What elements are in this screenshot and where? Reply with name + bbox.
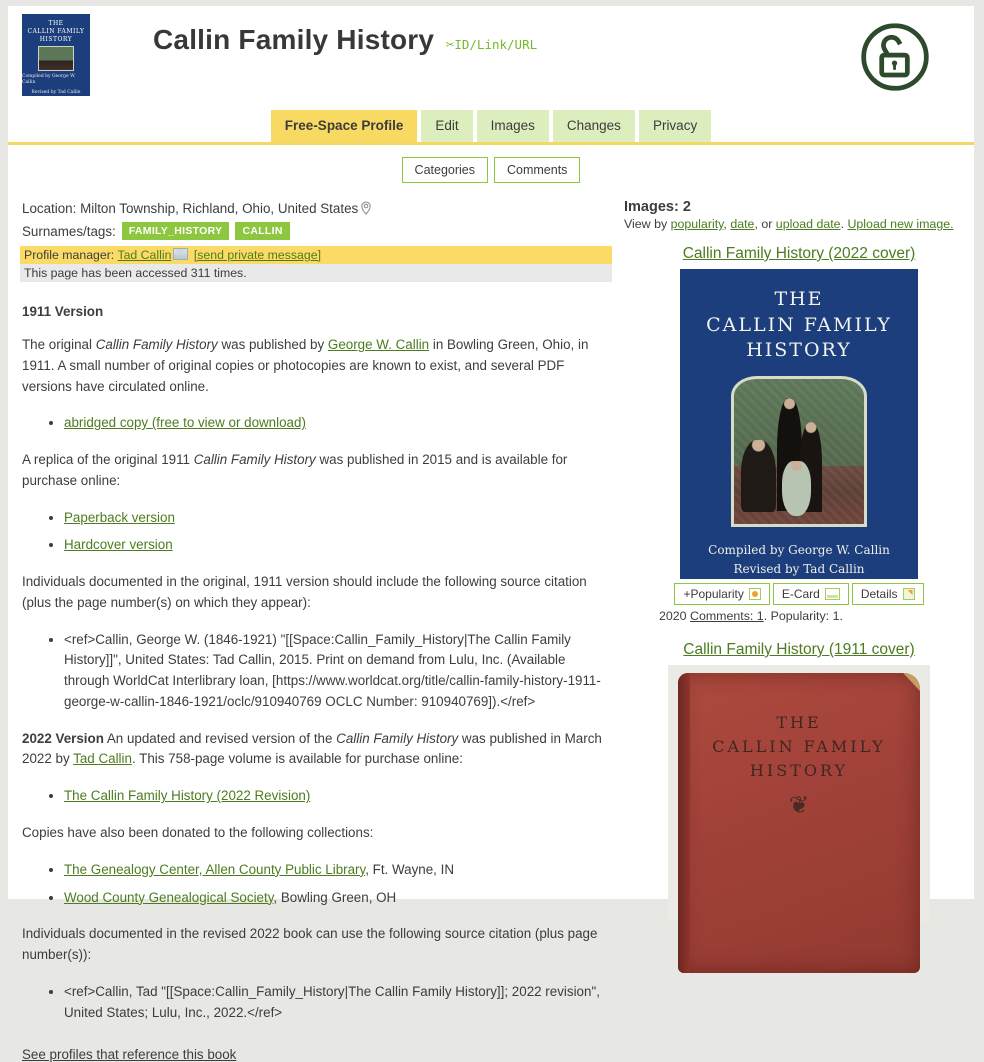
text-segment: , or — [754, 217, 776, 231]
image-button-row — [649, 583, 949, 605]
images-count-header: Images: 2 — [624, 199, 691, 215]
tab-bar — [8, 108, 974, 145]
popularity-icon — [749, 588, 761, 600]
text-segment: A replica of the original 1911 — [22, 452, 194, 468]
ecard-button[interactable] — [773, 583, 849, 605]
text-segment: . This 758-page volume is available for purchase online: — [131, 751, 463, 767]
image-2022-title-link[interactable]: Callin Family History (2022 cover) — [682, 245, 916, 262]
text-segment: Callin Family History — [95, 337, 218, 352]
cover-title-line: CALLIN FAMILY — [712, 737, 886, 756]
text-segment: . Popularity: 1. — [763, 609, 843, 623]
sub-button-row — [8, 157, 974, 183]
surnames-label: Surnames/tags: — [22, 223, 116, 239]
book-1911 — [678, 673, 920, 973]
images-sidebar — [612, 197, 974, 1062]
text-segment: . — [840, 217, 848, 231]
paragraph — [22, 335, 612, 397]
cover-title-line: THE — [774, 288, 824, 310]
text-segment: was published in 2015 and is available for purchase online: — [22, 452, 568, 488]
photo-figure — [741, 440, 776, 512]
envelope-icon[interactable] — [173, 248, 188, 260]
thumb-caption: Compiled by George W. Callin — [22, 74, 76, 86]
link-list — [20, 508, 612, 557]
cover-title-line: THE — [776, 713, 822, 732]
text-segment: The original — [22, 337, 96, 352]
location-label: Location: — [22, 201, 77, 216]
paragraph: Individuals documented in the original, 1911 version should include the following source citation (plus the page number(s) on which they appear): — [22, 574, 587, 610]
ecard-icon — [825, 588, 840, 600]
text-segment: <ref>Callin, Tad "[[Space:Callin_Family_History|The Callin Family History]]; 2022 revision", United States; Lulu, Inc., 2022.</ref> — [64, 983, 600, 1020]
tab-images[interactable]: Images — [477, 110, 549, 142]
profile-thumbnail-image[interactable] — [22, 14, 90, 96]
citation-item — [64, 982, 612, 1024]
surnames-line — [22, 222, 612, 240]
thumb-title-line: HISTORY — [39, 35, 73, 43]
profile-main-column — [20, 197, 612, 1062]
list-item — [64, 860, 612, 881]
inline-link[interactable]: Upload new image. — [847, 217, 954, 231]
tab-privacy[interactable]: Privacy — [639, 110, 711, 142]
text-segment: , Ft. Wayne, IN — [365, 861, 455, 877]
location-value: Milton Township, Richland, Ohio, United States — [80, 201, 359, 216]
inline-link[interactable]: popularity — [670, 217, 724, 231]
add-popularity-label: +Popularity — [683, 587, 744, 601]
photo-figure — [782, 461, 811, 516]
scissors-icon: ✂ — [445, 37, 455, 53]
add-popularity-button[interactable] — [674, 583, 769, 605]
thumb-title-line: THE — [48, 20, 64, 27]
tag-callin[interactable]: CALLIN — [235, 222, 289, 240]
categories-button[interactable]: Categories — [402, 157, 488, 183]
paragraph — [22, 450, 612, 492]
text-segment: Callin Family History — [193, 452, 316, 468]
tab-free-space-profile[interactable]: Free-Space Profile — [271, 110, 418, 142]
text-segment: in Bowling Green, Ohio, in 1911. A small number of original copies or photocopies are known to exist, and several PDF versions have circulated online. — [22, 337, 589, 394]
citation-list — [20, 982, 612, 1024]
photo-figure — [822, 425, 858, 512]
citation-list — [20, 630, 612, 713]
text-segment: An updated and revised version of the — [103, 730, 337, 746]
inline-link[interactable]: Comments: 1 — [690, 609, 764, 623]
paragraph: Copies have also been donated to the following collections: — [22, 825, 374, 841]
tab-changes[interactable]: Changes — [553, 110, 635, 142]
image-block-2022 — [649, 245, 949, 623]
list-item — [64, 413, 612, 434]
inline-link[interactable]: Tad Callin — [73, 751, 132, 767]
cover-caption-line: Compiled by George W. Callin — [708, 542, 890, 557]
paragraph: Individuals documented in the revised 2022 book can use the following source citation (plus page number(s)): — [22, 926, 598, 963]
text-segment: <ref>Callin, George W. (1846-1921) "[[Space:Callin_Family_History|The Callin Family History]]", United States: Tad Callin, 2015. Print on demand from Lulu, Inc. (Available through WorldCat Interlibrary loan, [https://www.worldcat.org/title/callin-family-history-1911-george-w-callin-1846-1921/oclc/910940769 OCLC Number: 910940769]).</ref> — [64, 631, 601, 709]
text-segment: 2020 — [659, 609, 691, 623]
location-line — [22, 201, 612, 216]
cover-title-line: HISTORY — [749, 761, 849, 780]
list-item — [64, 508, 612, 529]
text-segment: was published by — [217, 337, 328, 352]
inline-link[interactable]: upload date — [775, 217, 841, 231]
text-segment: View by — [624, 217, 671, 231]
send-private-message-link[interactable]: [send private message] — [193, 248, 321, 262]
inline-link[interactable]: The Callin Family History (2022 Revision) — [64, 788, 311, 804]
inline-link[interactable]: The Genealogy Center, Allen County Public Library — [64, 861, 366, 877]
thumb-caption: Revised by Tad Callin — [31, 89, 81, 95]
comments-button[interactable]: Comments — [494, 157, 580, 183]
link-list — [20, 413, 612, 434]
manager-label: Profile manager: — [24, 248, 115, 262]
cover-caption-line: Revised by Tad Callin — [733, 561, 865, 576]
list-item — [64, 786, 612, 807]
tag-family-history[interactable]: FAMILY_HISTORY — [122, 222, 230, 240]
link-list — [20, 786, 612, 807]
thumb-photo — [38, 46, 74, 71]
citation-item — [64, 630, 612, 713]
inline-link[interactable]: date — [730, 217, 755, 231]
ecard-label: E-Card — [781, 587, 820, 601]
privacy-open-lock-icon[interactable] — [858, 20, 932, 94]
id-link-url-label: ID/Link/URL — [454, 37, 538, 52]
text-segment: Callin Family History — [336, 730, 459, 746]
map-pin-icon — [360, 201, 372, 215]
manager-name-link[interactable]: Tad Callin — [117, 248, 172, 262]
cover-title-line: HISTORY — [746, 339, 852, 362]
image-block-1911 — [649, 641, 949, 921]
page-title: Callin Family History — [153, 24, 435, 55]
list-item — [64, 535, 612, 556]
profile-manager-bar — [20, 246, 612, 264]
inline-link[interactable]: Wood County Genealogical Society — [64, 889, 274, 905]
image-1911-cover[interactable] — [668, 665, 930, 921]
image-2022-cover[interactable] — [680, 269, 918, 579]
book-worn-corner — [894, 673, 920, 703]
id-link-url-button[interactable] — [446, 37, 537, 52]
inline-link[interactable]: abridged copy (free to view or download) — [64, 415, 306, 431]
view-by-line — [624, 217, 974, 231]
text-segment: was published in March 2022 by — [22, 730, 602, 767]
image-2022-meta — [659, 609, 949, 623]
cover-title-line: CALLIN FAMILY — [706, 313, 892, 336]
section-heading-1911: 1911 Version — [22, 304, 104, 319]
tab-edit[interactable]: Edit — [421, 110, 472, 142]
image-1911-title-link[interactable]: Callin Family History (1911 cover) — [683, 641, 915, 658]
list-item — [64, 888, 612, 909]
link-list — [20, 860, 612, 909]
text-segment: , Bowling Green, OH — [273, 889, 397, 905]
page-background — [0, 6, 984, 1062]
inline-link[interactable]: Hardcover version — [64, 537, 173, 553]
details-label: Details — [860, 587, 898, 601]
family-photo — [731, 376, 867, 527]
page-accessed-counter: This page has been accessed 311 times. — [20, 264, 612, 282]
thumb-title-line: CALLIN FAMILY — [27, 27, 85, 35]
paragraph — [22, 729, 612, 771]
details-button[interactable] — [852, 583, 924, 605]
inline-link[interactable]: George W. Callin — [327, 337, 430, 352]
external-link-icon — [903, 588, 915, 600]
page-header — [8, 6, 974, 108]
text-segment: , — [723, 217, 731, 231]
see-profiles-link[interactable]: See profiles that reference this book — [22, 1047, 237, 1062]
fleuron-ornament-icon: ❦ — [788, 792, 810, 819]
inline-link[interactable]: Paperback version — [64, 509, 175, 525]
text-segment: 2022 Version — [22, 730, 104, 746]
content-page — [8, 6, 974, 1062]
